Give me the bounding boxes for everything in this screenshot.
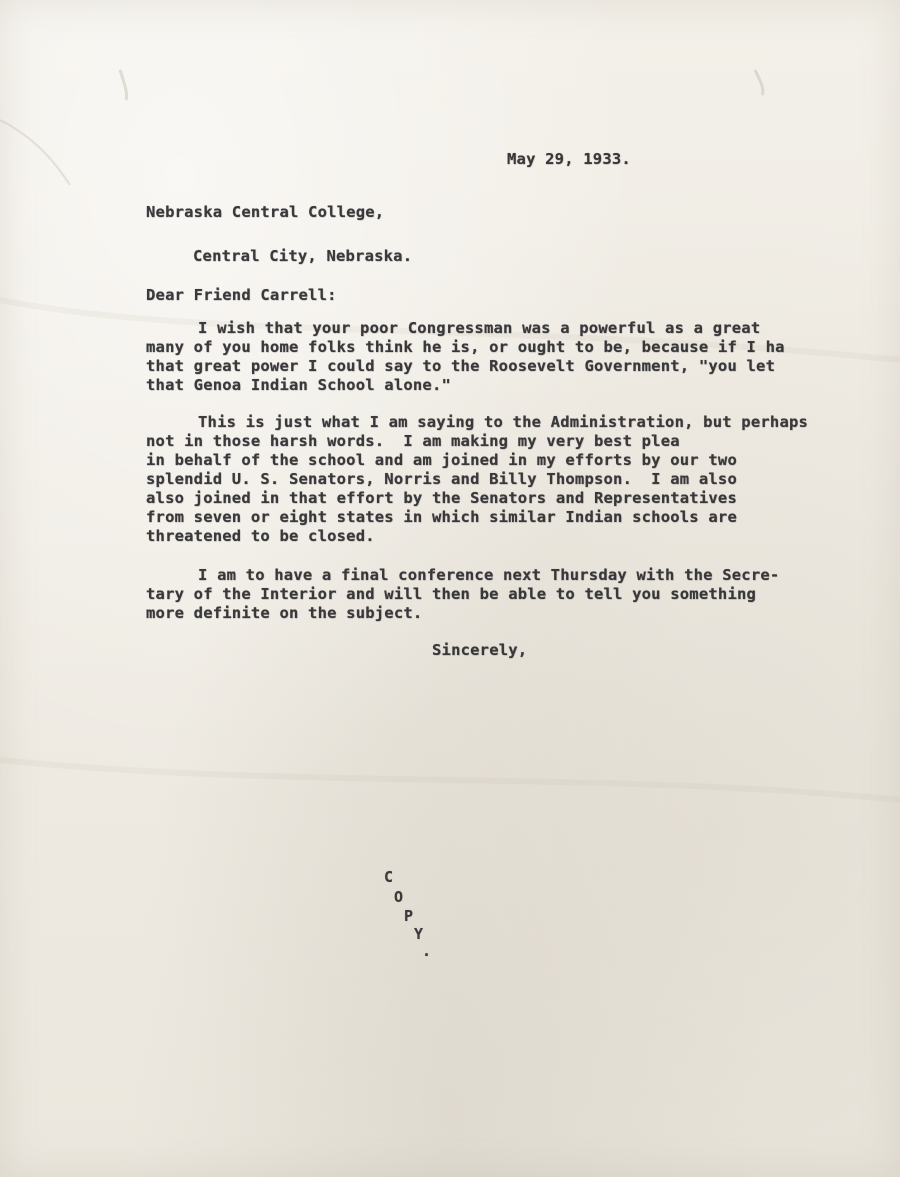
paragraph-3-line: tary of the Interior and will then be able to tell you something (146, 585, 757, 603)
copy-mark-letter: . (422, 942, 432, 960)
paragraph-2-line: from seven or eight states in which similar Indian schools are (146, 508, 737, 526)
copy-mark-letter: C (384, 868, 394, 886)
paragraph-2-line: not in those harsh words. I am making my very best plea (146, 432, 680, 450)
paragraph-1 (146, 319, 785, 395)
copy-mark-letter: P (404, 907, 414, 925)
salutation: Dear Friend Carrell: (146, 286, 337, 304)
paragraph-2-line: also joined in that effort by the Senators and Representatives (146, 489, 737, 507)
recipient-address: Central City, Nebraska. (193, 247, 413, 265)
recipient-name: Nebraska Central College, (146, 203, 385, 221)
copy-mark-letter: O (394, 888, 404, 906)
paragraph-3 (146, 566, 779, 623)
paragraph-1-line: many of you home folks think he is, or ought to be, because if I ha (146, 338, 785, 356)
paragraph-2-line: splendid U. S. Senators, Norris and Billy Thompson. I am also (146, 470, 737, 488)
paragraph-1-line: I wish that your poor Congressman was a powerful as a great (198, 319, 761, 337)
paragraph-2-line: in behalf of the school and am joined in my efforts by our two (146, 451, 737, 469)
letter-date: May 29, 1933. (507, 150, 631, 168)
paragraph-2 (146, 413, 808, 546)
paragraph-1-line: that Genoa Indian School alone." (146, 376, 452, 394)
copy-mark (380, 868, 440, 968)
paragraph-3-line: more definite on the subject. (146, 604, 423, 622)
paragraph-3-line: I am to have a final conference next Thursday with the Secre- (198, 566, 780, 584)
copy-mark-letter: Y (414, 925, 424, 943)
paragraph-2-line: threatened to be closed. (146, 527, 375, 545)
paragraph-1-line: that great power I could say to the Roosevelt Government, "you let (146, 357, 776, 375)
closing: Sincerely, (432, 641, 528, 659)
paragraph-2-line: This is just what I am saying to the Administration, but perhaps (198, 413, 809, 431)
